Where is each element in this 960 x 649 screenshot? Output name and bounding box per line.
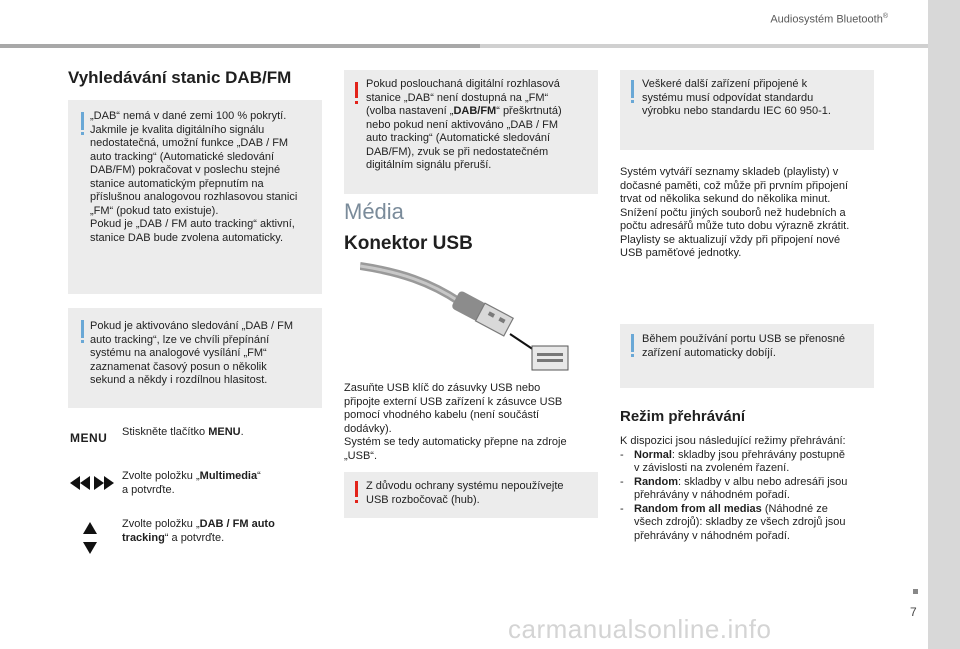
warning-text-usb-hub: Z důvodu ochrany systému nepoužívejte USB rozbočovač (hub). (366, 480, 564, 506)
menu-key-label: MENU (70, 431, 108, 445)
info-text-time-shift: Pokud je aktivováno sledování „DAB / FM auto tracking“, lze ve chvíli přepínání systému na analogové vysílání „FM“ zaznamenat časový posun o několik sekund a někdy i rozdílnou hlasitost. (90, 320, 293, 386)
page-marker-dot (913, 589, 918, 594)
mode-random: - Random: skladby v albu nebo adresáři jsou přehrávány v náhodném pořadí. (620, 475, 848, 501)
info-icon (81, 112, 84, 130)
page-number: 7 (910, 605, 917, 619)
playlist-text: Systém vytváří seznamy skladeb (playlisty) v dočasné paměti, což může při prvním připojení trvat od několika sekund do několika minut. Snížení počtu jiných souborů než hudebních a počtu adresářů může tuto dobu výrazně zkrátit. Playlisty se aktualizují vždy při připojení nové USB paměťové jednotky. (620, 166, 850, 259)
left-right-arrows-icon (70, 475, 114, 491)
warning-box-dab-unavailable (344, 70, 598, 194)
warning-box-usb-hub (344, 472, 598, 518)
info-icon (631, 334, 634, 352)
step-select-dab-fm: Zvolte položku „DAB / FM auto tracking“ a potvrďte. (122, 518, 275, 544)
section-heading-playback-mode: Režim přehrávání (620, 408, 746, 425)
step-press-menu: Stiskněte tlačítko MENU. (122, 426, 244, 438)
warning-text-dab: Pokud poslouchaná digitální rozhlasová stanice „DAB“ není dostupná na „FM“ (volba nastavení „DAB/FM“ přeškrtnutá) nebo pokud není aktivováno „DAB / FM auto tracking“ (Automatické sledování DAB/FM), zvuk se při nedostatečném digitálním signálu přeruší. (366, 78, 562, 171)
info-box-charging (620, 324, 874, 388)
warning-icon (355, 82, 358, 98)
up-down-arrows-icon (82, 522, 98, 554)
info-box-iec-standard (620, 70, 874, 150)
warning-icon (355, 481, 358, 497)
info-text-dab: „DAB“ nemá v dané zemi 100 % pokrytí. Jakmile je kvalita digitálního signálu nedostatečná, umožní funkce „DAB / FM auto tracking“ (Automatické sledování DAB/FM) pokračovat v poslechu stejné stanice automatickým přepnutím na příslušnou analogovou rozhlasovou stanici „FM“ (pokud tato existuje). Pokud je „DAB / FM auto tracking“ aktivní, stanice DAB bude zvolena automaticky. (90, 110, 298, 244)
watermark-text: carmanualsonline.info (508, 614, 772, 644)
mode-random-all: - Random from all medias (Náhodné ze všech zdrojů): skladby ze všech zdrojů jsou přehrávány v náhodném pořadí. (620, 502, 846, 542)
info-text-iec: Veškeré další zařízení připojené k systému musí odpovídat standardu výrobku nebo standardu IEC 60 950-1. (642, 78, 831, 117)
section-heading-media: Média (344, 199, 404, 224)
top-rule-dark (0, 44, 480, 48)
section-heading-usb: Konektor USB (344, 233, 473, 254)
info-icon (631, 80, 634, 98)
right-margin-strip (928, 0, 960, 649)
playback-modes (620, 435, 882, 543)
mode-normal: - Normal: skladby jsou přehrávány postupně v závislosti na zvoleném řazení. (620, 448, 845, 474)
info-text-charging: Během používání portu USB se přenosné zařízení automaticky dobíjí. (642, 333, 846, 359)
top-rule-light (480, 44, 928, 48)
info-box-time-shift (68, 308, 322, 408)
info-icon (81, 320, 84, 338)
section-heading-dab: Vyhledávání stanic DAB/FM (68, 68, 292, 87)
usb-plug-illustration (360, 262, 572, 374)
usb-instruction-text: Zasuňte USB klíč do zásuvky USB nebo připojte externí USB zařízení k zásuvce USB pomocí vhodného kabelu (není součástí dodávky). Systém se tedy automaticky přepne na zdroje „USB“. (344, 382, 567, 462)
modes-intro: K dispozici jsou následující režimy přehrávání: (620, 435, 846, 447)
info-box-dab-coverage (68, 100, 322, 294)
running-header: Audiosystém Bluetooth® (770, 13, 888, 26)
step-select-multimedia: Zvolte položku „Multimedia“ a potvrďte. (122, 470, 261, 496)
